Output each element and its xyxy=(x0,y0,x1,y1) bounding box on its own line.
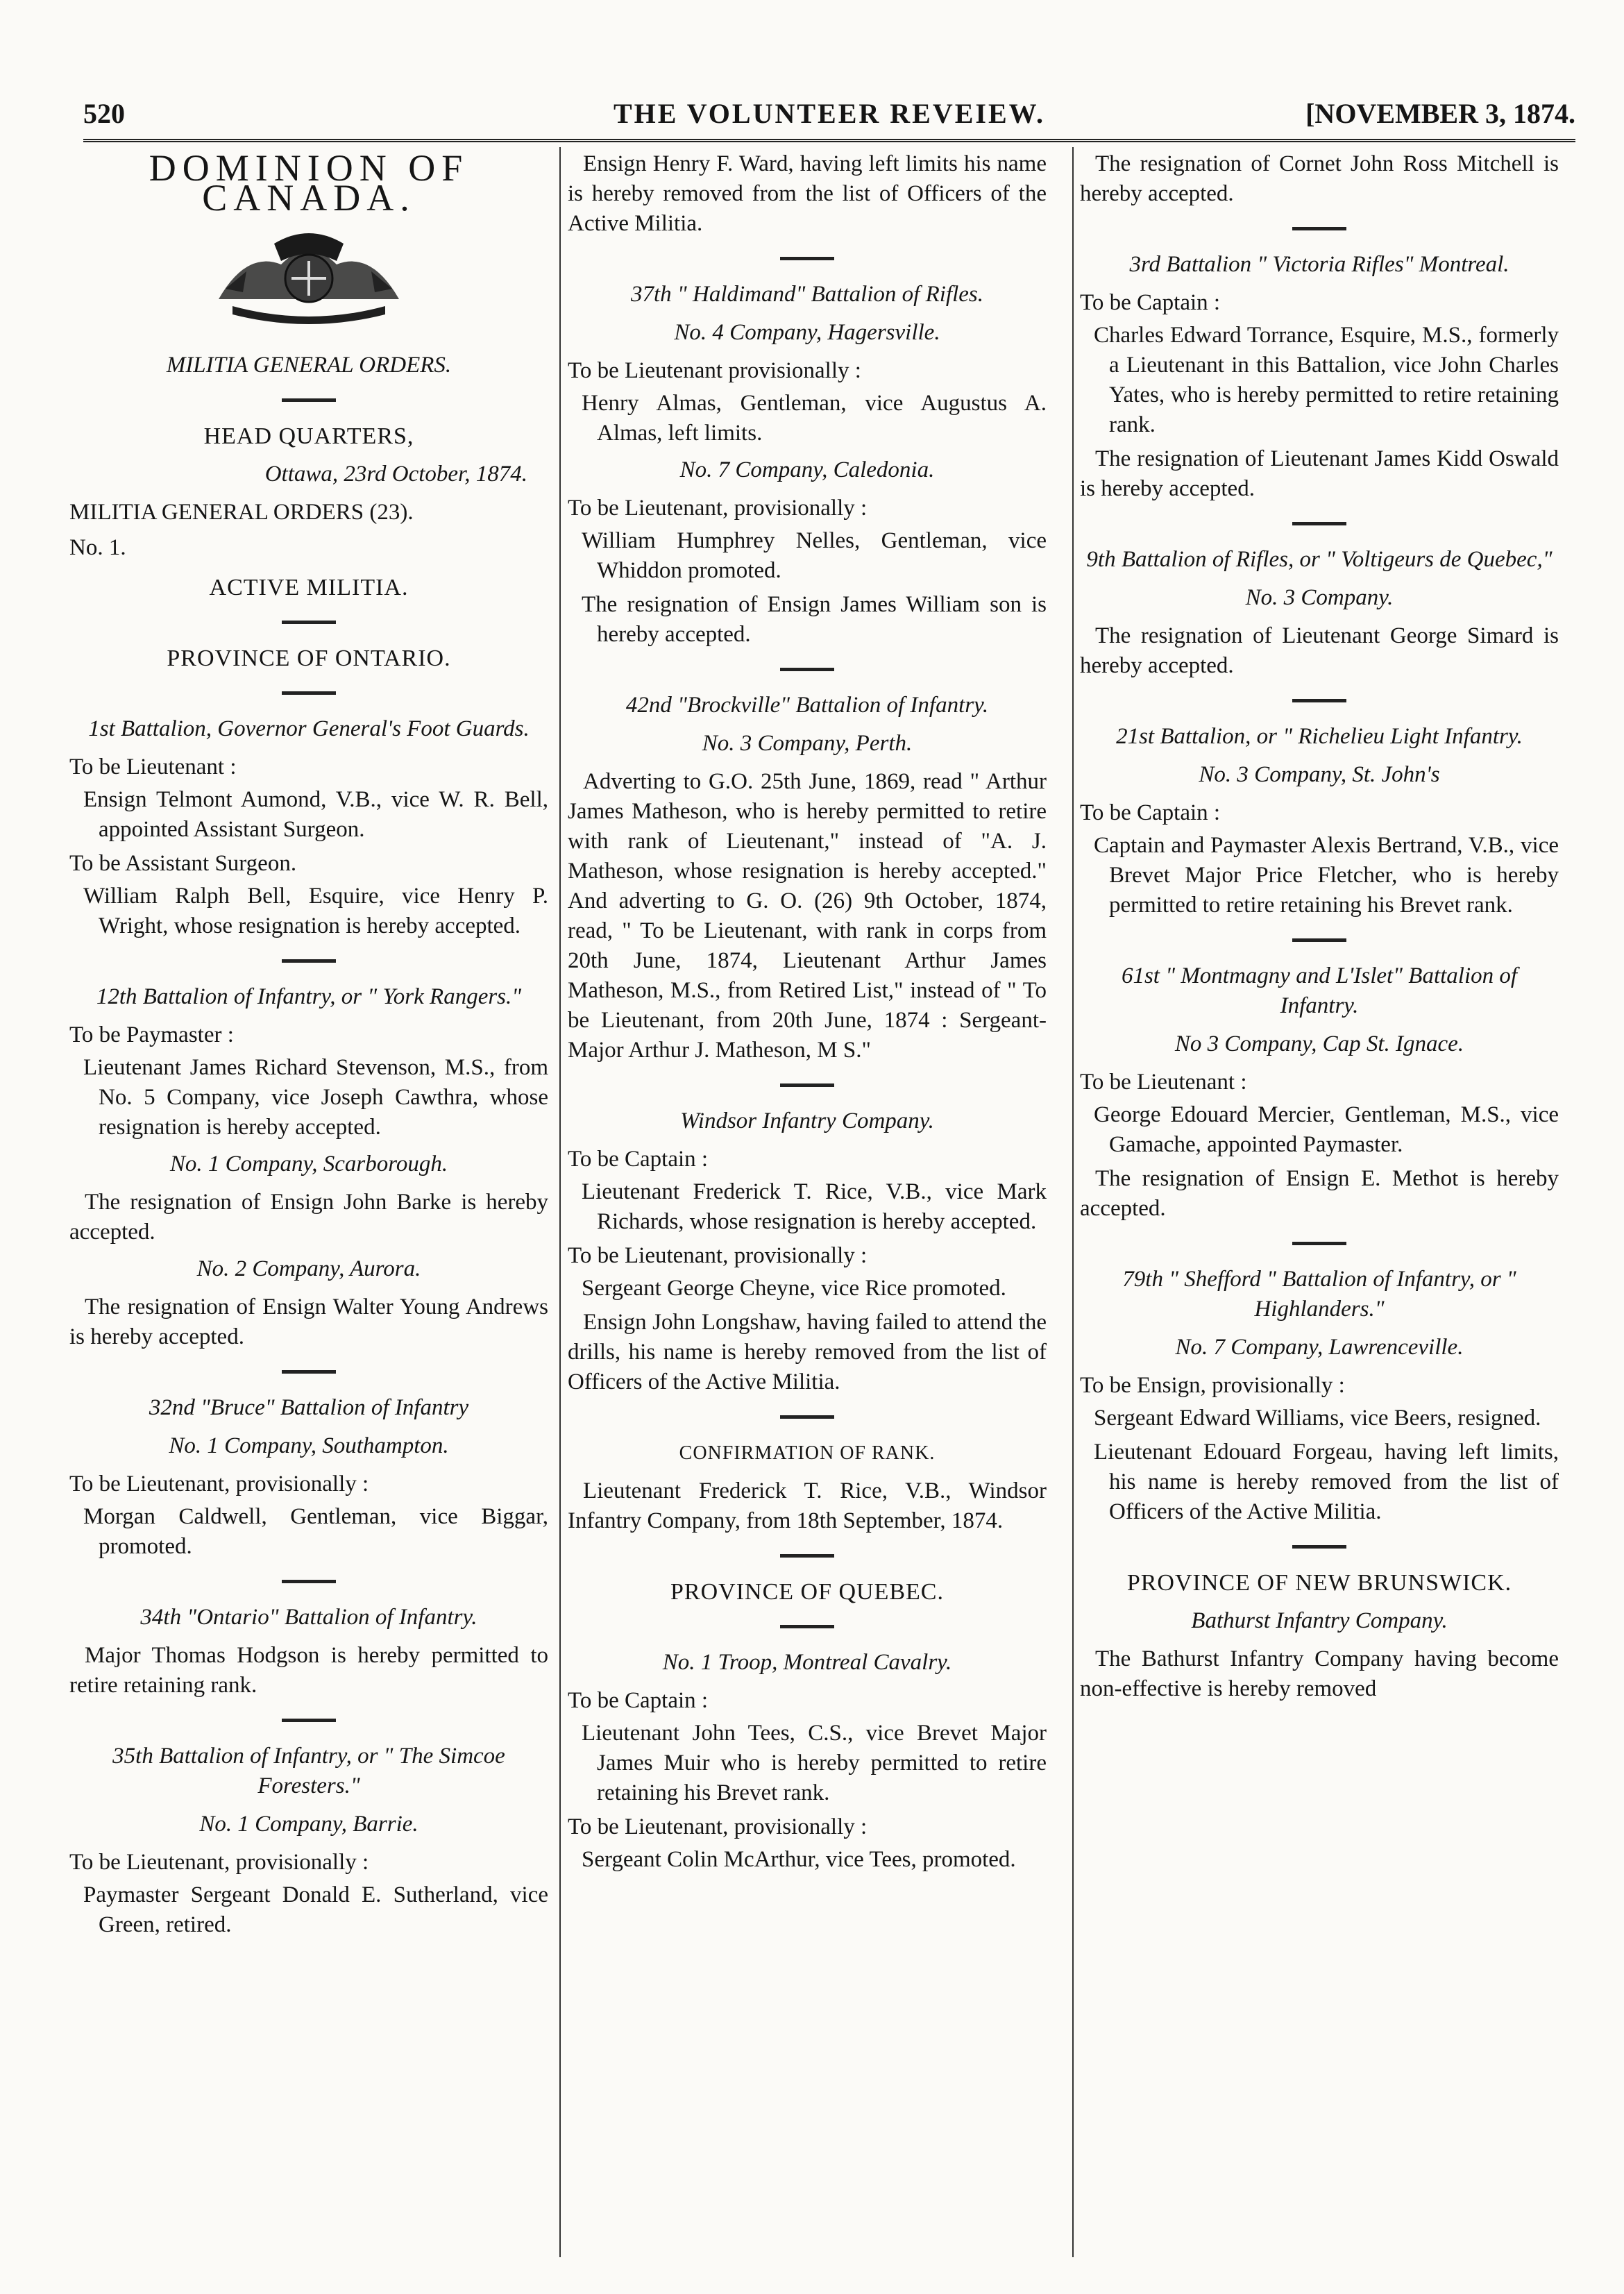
italic-heading: No 3 Company, Cap St. Ignace. xyxy=(1174,1031,1464,1056)
appointment-entry: Sergeant Edward Williams, vice Beers, resigned. xyxy=(1094,1406,1541,1431)
paragraph: The resignation of Cornet John Ross Mitchell is hereby accepted. xyxy=(1080,151,1559,206)
paragraph: Adverting to G.O. 25th June, 1869, read " Arthur James Matheson, who is hereby permitted to retire with rank of Lieutenant," instead of "A. J. Matheson, whose resignation is hereby accepted." And adverting to G. O. (26) 9th October, 1874, read, " To be Lieutenant, with rank in corps from 20th June, 1874, Lieutenant Arthur James Matheson, M.S., from Retired List," instead of " To be Lieutenant, from 20th June, 1874 : Sergeant-Major Arthur J. Matheson, M S." xyxy=(568,769,1047,1063)
paragraph: The resignation of Lieutenant James Kidd Oswald is hereby accepted. xyxy=(1080,446,1559,501)
page-number: 520 xyxy=(83,98,125,129)
section-rule xyxy=(1292,1545,1346,1549)
header-rule xyxy=(83,139,1575,142)
italic-heading: No. 2 Company, Aurora. xyxy=(196,1256,421,1281)
appointment-label: To be Ensign, provisionally : xyxy=(1080,1373,1345,1398)
appointment-label: To be Lieutenant, provisionally : xyxy=(69,1850,369,1875)
appointment-entry: Captain and Paymaster Alexis Bertrand, V.B., vice Brevet Major Price Fletcher, who is hereby permitted to retire retaining his Brevet rank. xyxy=(1094,833,1559,918)
appointment-entry: William Ralph Bell, Esquire, vice Henry P. Wright, whose resignation is hereby accepted. xyxy=(83,884,548,938)
italic-heading: No. 3 Company, St. John's xyxy=(1199,762,1440,787)
paragraph: Major Thomas Hodgson is hereby permitted to retire retaining rank. xyxy=(69,1643,548,1698)
paragraph: The Bathurst Infantry Company having become non-effective is hereby removed xyxy=(1080,1646,1559,1701)
italic-heading: 32nd "Bruce" Battalion of Infantry xyxy=(149,1395,469,1420)
section-rule xyxy=(780,668,834,671)
italic-heading: Bathurst Infantry Company. xyxy=(1191,1608,1448,1633)
appointment-entry: Charles Edward Torrance, Esquire, M.S., formerly a Lieutenant in this Battalion, vice John Charles Yates, who is hereby permitted to retire retaining rank. xyxy=(1094,323,1559,437)
paragraph: Ensign John Longshaw, having failed to attend the drills, his name is hereby removed from the list of Officers of the Active Militia. xyxy=(568,1310,1047,1394)
appointment-entry: Morgan Caldwell, Gentleman, vice Biggar, promoted. xyxy=(83,1504,548,1559)
section-rule xyxy=(282,959,336,963)
appointment-entry: Sergeant George Cheyne, vice Rice promoted. xyxy=(582,1276,1006,1301)
italic-heading: No. 1 Company, Barrie. xyxy=(199,1812,418,1837)
appointment-label: To be Captain : xyxy=(1080,290,1221,315)
appointment-label: To be Captain : xyxy=(568,1688,709,1713)
italic-heading: No. 3 Company, Perth. xyxy=(702,731,913,756)
column-2 xyxy=(568,149,1047,2259)
appointment-label: To be Paymaster : xyxy=(69,1022,234,1047)
appointment-entry: Lieutenant John Tees, C.S., vice Brevet Major James Muir who is hereby permitted to retire retaining his Brevet rank. xyxy=(582,1721,1047,1805)
section-rule xyxy=(780,1083,834,1087)
section-rule xyxy=(780,257,834,260)
italic-heading: No. 7 Company, Caledonia. xyxy=(679,457,935,482)
section-rule xyxy=(1292,522,1346,525)
page-header xyxy=(83,97,1575,153)
appointment-entry: The resignation of Ensign James William son is hereby accepted. xyxy=(582,592,1047,647)
section-heading: ACTIVE MILITIA. xyxy=(209,575,409,600)
section-heading: PROVINCE OF QUEBEC. xyxy=(670,1579,944,1605)
section-rule xyxy=(282,1370,336,1374)
coat-of-arms-emblem xyxy=(69,223,548,327)
text-line: MILITIA GENERAL ORDERS (23). xyxy=(69,500,414,525)
masthead-heading: DOMINION OF CANADA. xyxy=(149,149,469,219)
section-rule xyxy=(780,1625,834,1628)
italic-heading: 3rd Battalion " Victoria Rifles" Montreal. xyxy=(1129,252,1509,277)
issue-date: [NOVEMBER 3, 1874. xyxy=(1305,98,1575,129)
italic-heading: 9th Battalion of Rifles, or " Voltigeurs de Quebec," xyxy=(1086,547,1553,572)
appointment-label: To be Captain : xyxy=(568,1147,709,1172)
paragraph: The resignation of Ensign E. Methot is hereby accepted. xyxy=(1080,1166,1559,1221)
appointment-label: To be Lieutenant : xyxy=(69,754,237,779)
appointment-entry: William Humphrey Nelles, Gentleman, vice Whiddon promoted. xyxy=(582,528,1047,583)
column-3 xyxy=(1080,149,1559,2259)
column-divider xyxy=(559,147,561,2257)
italic-heading: 12th Battalion of Infantry, or " York Rangers." xyxy=(96,984,522,1009)
paragraph: The resignation of Ensign John Barke is hereby accepted. xyxy=(69,1190,548,1245)
appointment-entry: Lieutenant Edouard Forgeau, having left limits, his name is hereby removed from the list of Officers of the Active Militia. xyxy=(1094,1440,1559,1524)
appointment-entry: Lieutenant Frederick T. Rice, V.B., vice Mark Richards, whose resignation is hereby accepted. xyxy=(582,1179,1047,1234)
section-rule xyxy=(780,1415,834,1419)
section-rule xyxy=(780,1554,834,1558)
italic-heading: Windsor Infantry Company. xyxy=(680,1108,934,1133)
column-1 xyxy=(69,149,548,2259)
appointment-label: To be Lieutenant, provisionally : xyxy=(568,1814,868,1839)
italic-heading: 37th " Haldimand" Battalion of Rifles. xyxy=(630,282,984,307)
newspaper-title: THE VOLUNTEER REVEIEW. xyxy=(613,98,1046,129)
appointment-entry: Sergeant Colin McArthur, vice Tees, promoted. xyxy=(582,1847,1016,1872)
italic-heading: MILITIA GENERAL ORDERS. xyxy=(166,353,452,378)
italic-heading: No. 1 Troop, Montreal Cavalry. xyxy=(662,1650,952,1675)
appointment-label: To be Assistant Surgeon. xyxy=(69,851,297,876)
appointment-label: To be Lieutenant, provisionally : xyxy=(568,1243,868,1268)
italic-heading: No. 1 Company, Scarborough. xyxy=(169,1152,448,1176)
section-rule xyxy=(1292,699,1346,702)
section-rule xyxy=(1292,227,1346,230)
italic-heading: 42nd "Brockville" Battalion of Infantry. xyxy=(625,693,989,718)
dateline: Ottawa, 23rd October, 1874. xyxy=(264,462,527,487)
appointment-label: To be Captain : xyxy=(1080,800,1221,825)
appointment-label: To be Lieutenant, provisionally : xyxy=(69,1471,369,1496)
section-rule xyxy=(1292,1242,1346,1245)
italic-heading: 61st " Montmagny and L'Islet" Battalion of Infantry. xyxy=(1121,963,1518,1018)
italic-heading: No. 3 Company. xyxy=(1245,585,1394,610)
italic-heading: 21st Battalion, or " Richelieu Light Infantry. xyxy=(1116,724,1523,749)
column-divider xyxy=(1072,147,1074,2257)
italic-heading: No. 7 Company, Lawrenceville. xyxy=(1175,1335,1464,1360)
appointment-entry: Paymaster Sergeant Donald E. Sutherland, vice Green, retired. xyxy=(83,1882,548,1937)
paragraph: The resignation of Lieutenant George Simard is hereby accepted. xyxy=(1080,623,1559,678)
section-rule xyxy=(282,621,336,624)
paragraph: Ensign Henry F. Ward, having left limits his name is hereby removed from the list of Officers of the Active Militia. xyxy=(568,151,1047,236)
appointment-label: To be Lieutenant provisionally : xyxy=(568,358,861,383)
italic-heading: 35th Battalion of Infantry, or " The Simcoe Foresters." xyxy=(112,1744,505,1798)
section-rule xyxy=(282,398,336,402)
appointment-entry: Lieutenant James Richard Stevenson, M.S., from No. 5 Company, vice Joseph Cawthra, whose resignation is hereby accepted. xyxy=(83,1055,548,1140)
small-caps-heading: CONFIRMATION OF RANK. xyxy=(679,1442,936,1464)
section-rule xyxy=(282,1580,336,1583)
italic-heading: 1st Battalion, Governor General's Foot Guards. xyxy=(88,716,530,741)
section-rule xyxy=(1292,938,1346,942)
text-line: No. 1. xyxy=(69,535,126,560)
appointment-label: To be Lieutenant, provisionally : xyxy=(568,496,868,521)
appointment-entry: George Edouard Mercier, Gentleman, M.S., vice Gamache, appointed Paymaster. xyxy=(1094,1102,1559,1157)
italic-heading: 79th " Shefford " Battalion of Infantry, or " Highlanders." xyxy=(1122,1267,1516,1322)
appointment-entry: Henry Almas, Gentleman, vice Augustus A. Almas, left limits. xyxy=(582,391,1047,446)
italic-heading: No. 4 Company, Hagersville. xyxy=(674,320,940,345)
appointment-entry: Ensign Telmont Aumond, V.B., vice W. R. Bell, appointed Assistant Surgeon. xyxy=(83,787,548,842)
section-heading: HEAD QUARTERS, xyxy=(203,423,414,449)
paragraph: Lieutenant Frederick T. Rice, V.B., Windsor Infantry Company, from 18th September, 1874. xyxy=(568,1478,1047,1533)
section-rule xyxy=(282,1719,336,1722)
italic-heading: No. 1 Company, Southampton. xyxy=(169,1433,449,1458)
section-rule xyxy=(282,691,336,695)
section-heading: PROVINCE OF ONTARIO. xyxy=(167,646,451,671)
appointment-label: To be Lieutenant : xyxy=(1080,1070,1247,1095)
section-heading: PROVINCE OF NEW BRUNSWICK. xyxy=(1126,1570,1512,1596)
paragraph: The resignation of Ensign Walter Young Andrews is hereby accepted. xyxy=(69,1294,548,1349)
italic-heading: 34th "Ontario" Battalion of Infantry. xyxy=(140,1605,477,1630)
